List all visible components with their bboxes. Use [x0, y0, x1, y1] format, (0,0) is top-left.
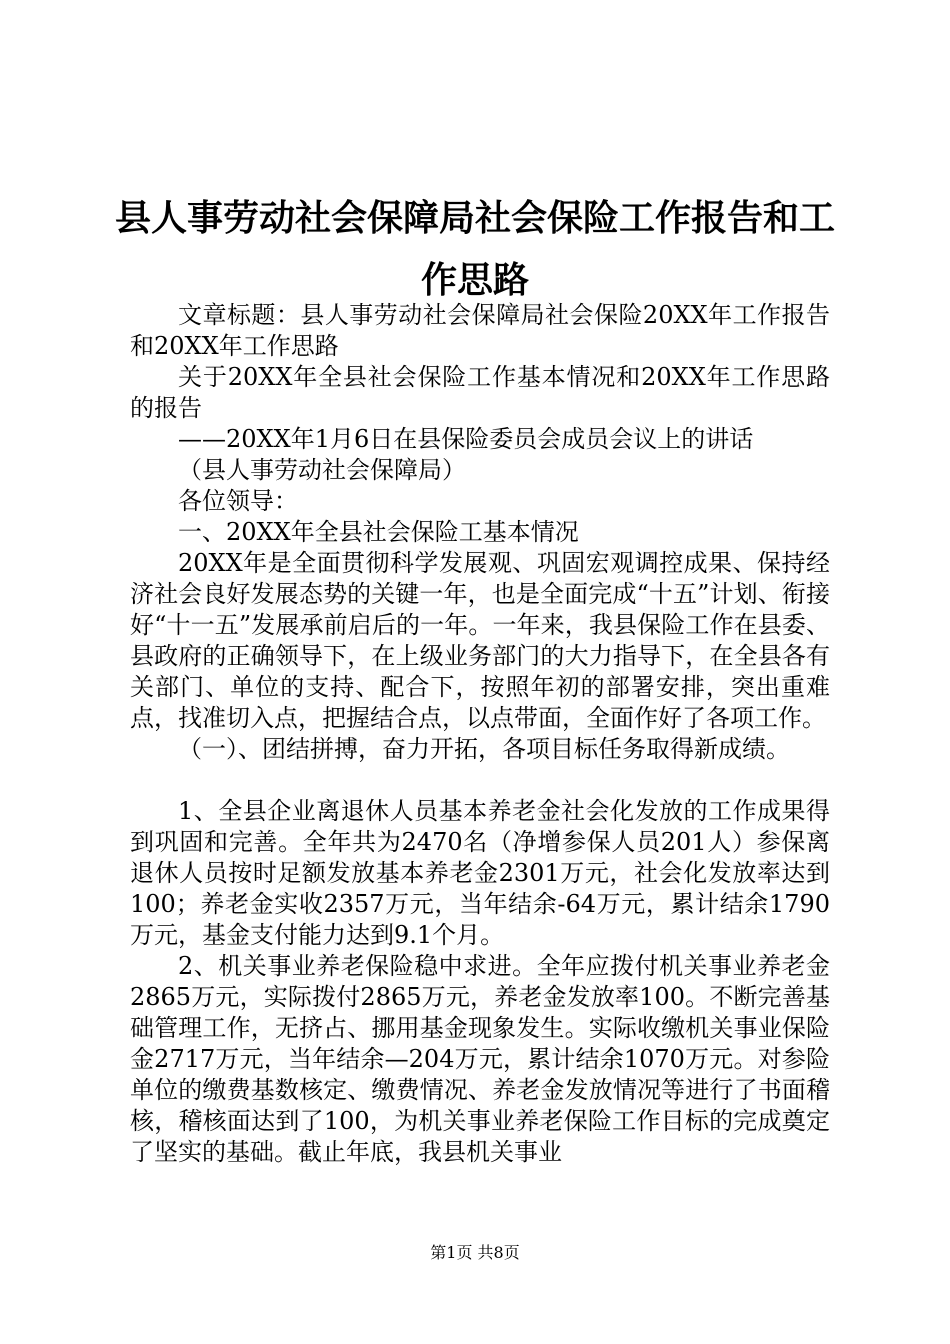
report-heading: 关于20XX年全县社会保险工作基本情况和20XX年工作思路的报告: [130, 363, 830, 422]
article-title-line: 文章标题：县人事劳动社会保障局社会保险20XX年工作报告和20XX年工作思路: [130, 301, 830, 360]
intro-paragraph: 20XX年是全面贯彻科学发展观、巩固宏观调控成果、保持经济社会良好发展态势的关键一年，也是全面完成“十五”计划、衔接好“十一五”发展承前启后的一年。一年来，我县保险工作在县委、县政府的正确领导下，在上级业务部门的大力指导下，在全县各有关部门、单位的支持、配合下，按照年初的部署安排，突出重难点，找准切入点，把握结合点，以点带面，全面作好了各项工作。: [130, 549, 830, 732]
subsection-heading-1: （一）、团结拼搏，奋力开拓，各项目标任务取得新成绩。: [178, 735, 790, 763]
salutation: 各位领导：: [178, 487, 298, 515]
section-heading-1: 一、20XX年全县社会保险工基本情况: [178, 518, 579, 546]
speech-subtitle: ——20XX年1月6日在县保险委员会成员会议上的讲话: [178, 425, 754, 453]
document-body: [130, 300, 830, 1168]
document-title: 县人事劳动社会保障局社会保险工作报告和工作思路: [114, 198, 835, 301]
page-footer: 第1页 共8页: [430, 1243, 520, 1262]
paragraph-item-2: 2、机关事业养老保险稳中求进。全年应拨付机关事业养老金2865万元，实际拨付2865万元，养老金发放率100。不断完善基础管理工作，无挤占、挪用基金现象发生。实际收缴机关事业保险金2717万元，当年结余—204万元，累计结余1070万元。对参险单位的缴费基数核定、缴费情况、养老金发放情况等进行了书面稽核，稽核面达到了100，为机关事业养老保险工作目标的完成奠定了坚实的基础。截止年底，我县机关事业: [130, 952, 830, 1166]
speaker-org: （县人事劳动社会保障局）: [178, 456, 466, 484]
paragraph-item-1: 1、全县企业离退休人员基本养老金社会化发放的工作成果得到巩固和完善。全年共为2470名（净增参保人员201人）参保离退休人员按时足额发放基本养老金2301万元，社会化发放率达到100；养老金实收2357万元，当年结余-64万元，累计结余1790万元，基金支付能力达到9.1个月。: [130, 797, 830, 949]
